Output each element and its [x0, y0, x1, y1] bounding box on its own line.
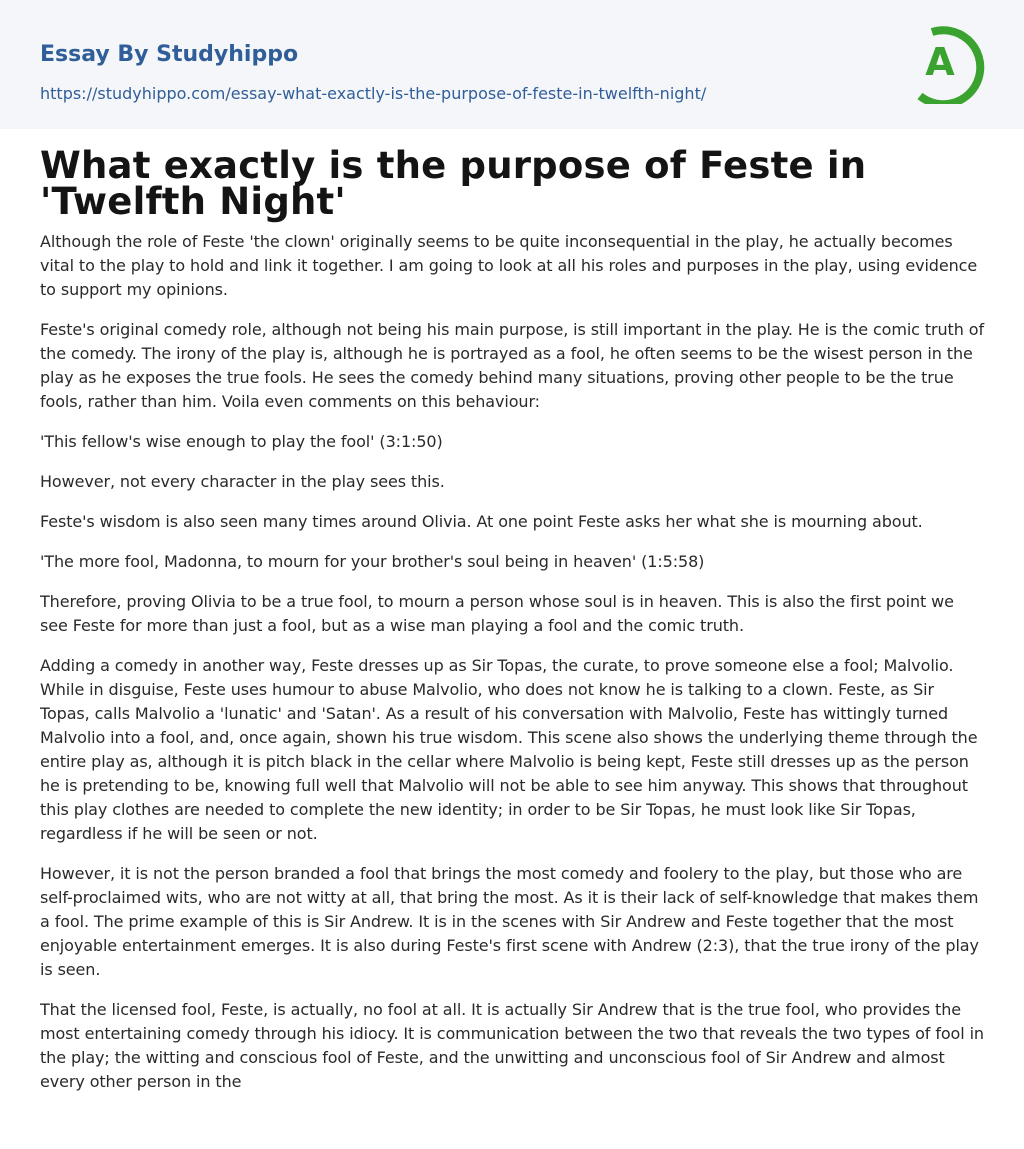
paragraph: Although the role of Feste 'the clown' originally seems to be quite inconsequential in the play, he actually becomes vital to the play to hold and link it together. I am going to look at all his roles and purposes in the play, using evidence to support my opinions. — [40, 232, 978, 299]
paragraph: Feste's original comedy role, although not being his main purpose, is still important in the play. He is the comic truth of the comedy. The irony of the play is, although he is portrayed as a fool, he often seems to be the wisest person in the play as he exposes the true fools. He sees the comedy behind many situations, proving other people to be the true fools, rather than him. Voila even comments on this behaviour: — [40, 320, 984, 411]
essay-url-link[interactable]: https://studyhippo.com/essay-what-exactly-is-the-purpose-of-feste-in-twelfth-night/ — [40, 84, 707, 103]
logo-a-circle-icon[interactable] — [912, 20, 986, 104]
essay-body — [40, 230, 984, 1110]
quote-paragraph: 'This fellow's wise enough to play the fool' (3:1:50) — [40, 432, 443, 451]
quote-paragraph: 'The more fool, Madonna, to mourn for your brother's soul being in heaven' (1:5:58) — [40, 552, 705, 571]
paragraph: Feste's wisdom is also seen many times around Olivia. At one point Feste asks her what she is mourning about. — [40, 512, 923, 531]
page-title: What exactly is the purpose of Feste in 'Twelfth Night' — [40, 144, 867, 223]
site-header — [0, 0, 1024, 129]
paragraph: Therefore, proving Olivia to be a true fool, to mourn a person whose soul is in heaven. This is also the first point we see Feste for more than just a fool, but as a wise man playing a fool and the comic truth. — [40, 592, 954, 635]
logo-letter: A — [925, 40, 955, 84]
paragraph: However, it is not the person branded a fool that brings the most comedy and foolery to the play, but those who are self-proclaimed wits, who are not witty at all, that bring the most. As it is their lack of self-knowledge that makes them a fool. The prime example of this is Sir Andrew. It is in the scenes with Sir Andrew and Feste together that the most enjoyable entertainment emerges. It is also during Feste's first scene with Andrew (2:3), that the true irony of the play is seen. — [40, 864, 979, 979]
paragraph: That the licensed fool, Feste, is actually, no fool at all. It is actually Sir Andrew that is the true fool, who provides the most entertaining comedy through his idiocy. It is communication between the two that reveals the two types of fool in the play; the witting and conscious fool of Feste, and the unwitting and unconscious fool of Sir Andrew and almost every other person in the — [40, 1000, 984, 1091]
paragraph: Adding a comedy in another way, Feste dresses up as Sir Topas, the curate, to prove someone else a fool; Malvolio. While in disguise, Feste uses humour to abuse Malvolio, who does not know he is talking to a clown. Feste, as Sir Topas, calls Malvolio a 'lunatic' and 'Satan'. As a result of his conversation with Malvolio, Feste has wittingly turned Malvolio into a fool, and, once again, shown his true wisdom. This scene also shows the underlying theme through the entire play as, although it is pitch black in the cellar where Malvolio is being kept, Feste still dresses up as the person he is pretending to be, knowing full well that Malvolio will not be able to see him anyway. This shows that throughout this play clothes are needed to complete the new identity; in order to be Sir Topas, he must look like Sir Topas, regardless if he will be seen or not. — [40, 656, 978, 843]
paragraph: However, not every character in the play sees this. — [40, 472, 445, 491]
brand-title[interactable]: Essay By Studyhippo — [40, 42, 299, 67]
